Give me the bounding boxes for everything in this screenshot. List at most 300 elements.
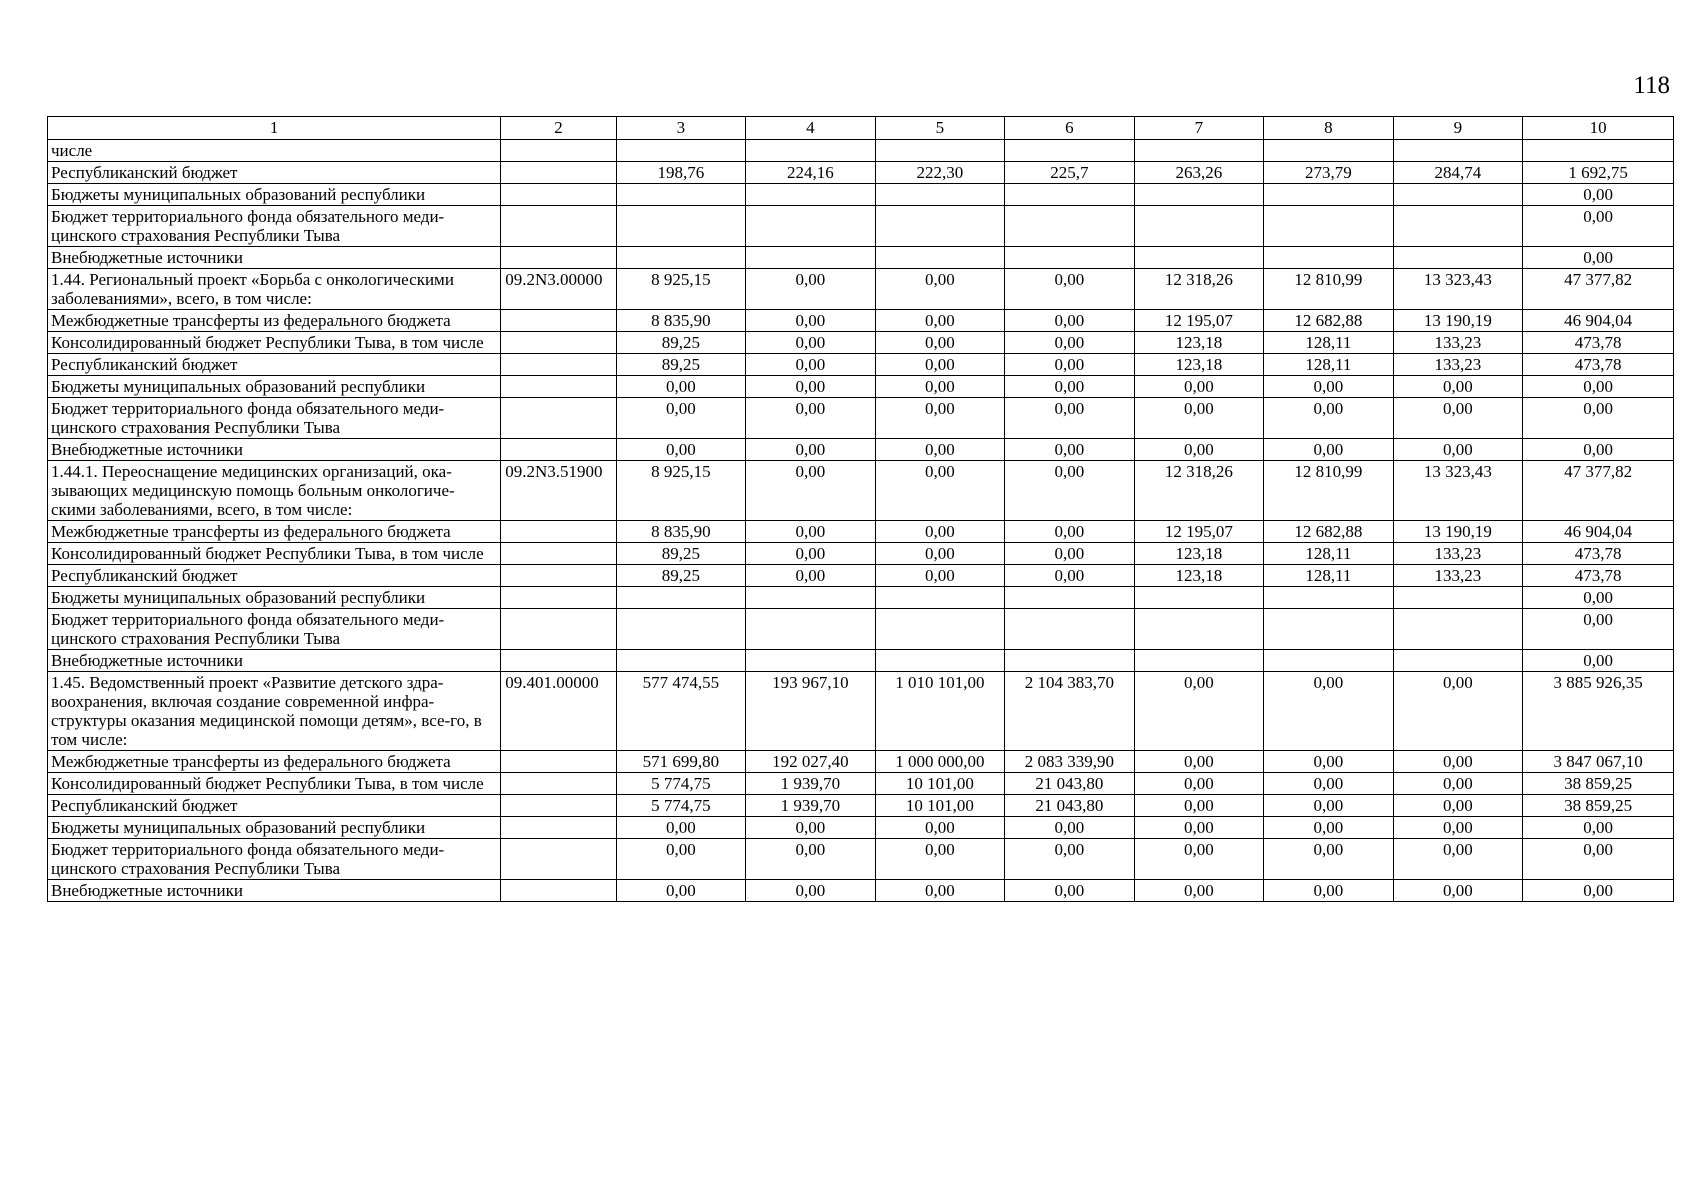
value-cell: 12 195,07 [1134, 310, 1264, 332]
value-cell: 38 859,25 [1523, 795, 1674, 817]
column-number-5: 5 [875, 117, 1005, 140]
value-cell: 0,00 [1005, 269, 1135, 310]
value-cell: 0,00 [1134, 376, 1264, 398]
row-label: Бюджет территориального фонда обязательного меди-цинского страхования Республики Тыва [48, 839, 501, 880]
value-cell: 133,23 [1393, 565, 1523, 587]
value-cell: 128,11 [1264, 565, 1394, 587]
table-body [48, 117, 1674, 902]
value-cell [1393, 140, 1523, 162]
value-cell: 0,00 [746, 398, 876, 439]
value-cell [1393, 247, 1523, 269]
value-cell: 0,00 [1264, 795, 1394, 817]
value-cell: 0,00 [616, 817, 746, 839]
value-cell: 0,00 [746, 439, 876, 461]
value-cell: 47 377,82 [1523, 461, 1674, 521]
value-cell: 0,00 [1523, 817, 1674, 839]
row-label: Внебюджетные источники [48, 247, 501, 269]
value-cell: 0,00 [616, 839, 746, 880]
value-cell [1005, 140, 1135, 162]
value-cell [746, 184, 876, 206]
value-cell [875, 140, 1005, 162]
value-cell: 0,00 [1393, 376, 1523, 398]
value-cell [1005, 587, 1135, 609]
value-cell: 128,11 [1264, 543, 1394, 565]
table-row [48, 817, 1674, 839]
table-row [48, 565, 1674, 587]
row-label: Консолидированный бюджет Республики Тыва, в том числе [48, 332, 501, 354]
value-cell: 13 190,19 [1393, 521, 1523, 543]
value-cell [616, 587, 746, 609]
value-cell [616, 650, 746, 672]
table-row [48, 398, 1674, 439]
row-label: числе [48, 140, 501, 162]
value-cell: 473,78 [1523, 332, 1674, 354]
table-row [48, 269, 1674, 310]
column-number-6: 6 [1005, 117, 1135, 140]
value-cell: 89,25 [616, 565, 746, 587]
budget-code [501, 521, 616, 543]
value-cell: 0,00 [746, 839, 876, 880]
row-label: Бюджеты муниципальных образований республики [48, 587, 501, 609]
row-label: Внебюджетные источники [48, 880, 501, 902]
value-cell: 1 939,70 [746, 773, 876, 795]
table-row [48, 461, 1674, 521]
budget-code [501, 310, 616, 332]
value-cell: 0,00 [1005, 376, 1135, 398]
row-label: Республиканский бюджет [48, 795, 501, 817]
value-cell [1393, 184, 1523, 206]
value-cell: 222,30 [875, 162, 1005, 184]
table-row [48, 773, 1674, 795]
value-cell: 8 925,15 [616, 269, 746, 310]
budget-code [501, 184, 616, 206]
value-cell: 571 699,80 [616, 751, 746, 773]
value-cell: 0,00 [1523, 247, 1674, 269]
row-label: Республиканский бюджет [48, 565, 501, 587]
value-cell [1393, 609, 1523, 650]
value-cell: 0,00 [1523, 376, 1674, 398]
value-cell: 0,00 [875, 839, 1005, 880]
value-cell [875, 184, 1005, 206]
value-cell [875, 650, 1005, 672]
row-label: Бюджеты муниципальных образований республики [48, 184, 501, 206]
value-cell [875, 587, 1005, 609]
value-cell: 133,23 [1393, 332, 1523, 354]
row-label: Бюджет территориального фонда обязательного меди-цинского страхования Республики Тыва [48, 206, 501, 247]
value-cell: 89,25 [616, 543, 746, 565]
value-cell: 0,00 [1134, 672, 1264, 751]
value-cell: 0,00 [1393, 751, 1523, 773]
value-cell [616, 206, 746, 247]
value-cell: 12 318,26 [1134, 461, 1264, 521]
value-cell: 0,00 [1393, 773, 1523, 795]
value-cell: 0,00 [746, 521, 876, 543]
value-cell: 473,78 [1523, 565, 1674, 587]
value-cell: 0,00 [746, 269, 876, 310]
value-cell: 0,00 [1005, 543, 1135, 565]
value-cell [616, 184, 746, 206]
value-cell: 0,00 [875, 439, 1005, 461]
value-cell: 0,00 [746, 817, 876, 839]
value-cell [1134, 650, 1264, 672]
value-cell [1134, 587, 1264, 609]
value-cell: 12 195,07 [1134, 521, 1264, 543]
table-row [48, 247, 1674, 269]
value-cell: 0,00 [875, 398, 1005, 439]
budget-code [501, 609, 616, 650]
value-cell: 0,00 [1134, 839, 1264, 880]
value-cell: 0,00 [875, 310, 1005, 332]
value-cell: 0,00 [1005, 839, 1135, 880]
budget-code: 09.2N3.00000 [501, 269, 616, 310]
value-cell [1523, 140, 1674, 162]
row-label: Консолидированный бюджет Республики Тыва, в том числе [48, 543, 501, 565]
value-cell: 0,00 [1523, 206, 1674, 247]
budget-code [501, 247, 616, 269]
value-cell [1393, 650, 1523, 672]
value-cell: 3 847 067,10 [1523, 751, 1674, 773]
value-cell: 0,00 [1005, 565, 1135, 587]
budget-code: 09.401.00000 [501, 672, 616, 751]
value-cell: 0,00 [746, 461, 876, 521]
value-cell [746, 650, 876, 672]
value-cell: 225,7 [1005, 162, 1135, 184]
page-number: 118 [1633, 72, 1670, 99]
table-row [48, 184, 1674, 206]
value-cell [1134, 140, 1264, 162]
value-cell: 0,00 [875, 817, 1005, 839]
value-cell: 0,00 [1264, 376, 1394, 398]
row-label: Республиканский бюджет [48, 162, 501, 184]
value-cell: 5 774,75 [616, 795, 746, 817]
value-cell [616, 609, 746, 650]
value-cell: 193 967,10 [746, 672, 876, 751]
table-row [48, 751, 1674, 773]
value-cell: 0,00 [1264, 773, 1394, 795]
column-number-3: 3 [616, 117, 746, 140]
value-cell: 0,00 [1523, 880, 1674, 902]
value-cell: 0,00 [746, 310, 876, 332]
row-label: Межбюджетные трансферты из федерального бюджета [48, 521, 501, 543]
value-cell: 8 835,90 [616, 521, 746, 543]
value-cell [1264, 609, 1394, 650]
value-cell: 0,00 [1523, 650, 1674, 672]
value-cell: 263,26 [1134, 162, 1264, 184]
value-cell [746, 587, 876, 609]
value-cell: 0,00 [1264, 398, 1394, 439]
value-cell: 1 939,70 [746, 795, 876, 817]
value-cell: 0,00 [1134, 398, 1264, 439]
value-cell: 0,00 [1393, 817, 1523, 839]
row-label: 1.45. Ведомственный проект «Развитие детского здра-воохранения, включая создание современной инфра-структуры оказания медицинской помощи детям», все-го, в том числе: [48, 672, 501, 751]
column-number-2: 2 [501, 117, 616, 140]
value-cell [1005, 184, 1135, 206]
column-number-10: 10 [1523, 117, 1674, 140]
value-cell: 13 190,19 [1393, 310, 1523, 332]
value-cell: 0,00 [616, 376, 746, 398]
value-cell [1134, 247, 1264, 269]
value-cell: 0,00 [746, 565, 876, 587]
value-cell: 0,00 [1005, 461, 1135, 521]
value-cell: 0,00 [746, 376, 876, 398]
value-cell: 0,00 [875, 376, 1005, 398]
value-cell: 12 318,26 [1134, 269, 1264, 310]
value-cell: 1 010 101,00 [875, 672, 1005, 751]
value-cell: 0,00 [1134, 773, 1264, 795]
budget-code [501, 376, 616, 398]
table-row [48, 672, 1674, 751]
value-cell: 123,18 [1134, 543, 1264, 565]
value-cell: 0,00 [1523, 609, 1674, 650]
value-cell: 8 925,15 [616, 461, 746, 521]
value-cell: 0,00 [746, 880, 876, 902]
row-label: Межбюджетные трансферты из федерального бюджета [48, 310, 501, 332]
value-cell: 0,00 [1393, 439, 1523, 461]
table-row [48, 609, 1674, 650]
budget-code [501, 587, 616, 609]
value-cell [746, 140, 876, 162]
row-label: Межбюджетные трансферты из федерального бюджета [48, 751, 501, 773]
budget-table [47, 116, 1674, 902]
budget-code [501, 795, 616, 817]
value-cell: 0,00 [746, 543, 876, 565]
value-cell: 0,00 [1005, 398, 1135, 439]
value-cell: 0,00 [1134, 795, 1264, 817]
value-cell: 13 323,43 [1393, 269, 1523, 310]
value-cell: 0,00 [1134, 817, 1264, 839]
value-cell: 12 682,88 [1264, 521, 1394, 543]
value-cell [1134, 206, 1264, 247]
budget-code [501, 650, 616, 672]
table-row [48, 140, 1674, 162]
value-cell: 0,00 [875, 521, 1005, 543]
value-cell: 123,18 [1134, 332, 1264, 354]
value-cell: 0,00 [875, 332, 1005, 354]
budget-code: 09.2N3.51900 [501, 461, 616, 521]
value-cell [616, 247, 746, 269]
value-cell [1393, 206, 1523, 247]
value-cell [616, 140, 746, 162]
column-number-1: 1 [48, 117, 501, 140]
value-cell: 13 323,43 [1393, 461, 1523, 521]
value-cell: 0,00 [616, 439, 746, 461]
value-cell [1264, 587, 1394, 609]
table-row [48, 162, 1674, 184]
value-cell: 46 904,04 [1523, 521, 1674, 543]
value-cell: 0,00 [1393, 839, 1523, 880]
row-label: Внебюджетные источники [48, 439, 501, 461]
value-cell: 0,00 [1005, 310, 1135, 332]
value-cell: 128,11 [1264, 332, 1394, 354]
value-cell: 0,00 [1005, 332, 1135, 354]
value-cell: 123,18 [1134, 565, 1264, 587]
value-cell: 0,00 [1523, 184, 1674, 206]
column-number-4: 4 [746, 117, 876, 140]
value-cell: 0,00 [616, 398, 746, 439]
value-cell: 0,00 [1264, 439, 1394, 461]
value-cell: 0,00 [1264, 817, 1394, 839]
value-cell [1264, 206, 1394, 247]
value-cell: 0,00 [1005, 354, 1135, 376]
budget-code [501, 817, 616, 839]
row-label: Республиканский бюджет [48, 354, 501, 376]
table-row [48, 439, 1674, 461]
value-cell: 1 692,75 [1523, 162, 1674, 184]
row-label: 1.44.1. Переоснащение медицинских организаций, ока-зывающих медицинскую помощь больным онкологиче-скими заболеваниями, всего, в том числе: [48, 461, 501, 521]
value-cell: 0,00 [875, 269, 1005, 310]
table-row [48, 521, 1674, 543]
budget-code [501, 839, 616, 880]
value-cell: 0,00 [1005, 439, 1135, 461]
value-cell: 2 083 339,90 [1005, 751, 1135, 773]
value-cell: 0,00 [1134, 880, 1264, 902]
value-cell: 0,00 [1005, 521, 1135, 543]
value-cell: 10 101,00 [875, 773, 1005, 795]
value-cell: 0,00 [1393, 398, 1523, 439]
table-row [48, 880, 1674, 902]
value-cell [746, 247, 876, 269]
budget-code [501, 354, 616, 376]
budget-code [501, 140, 616, 162]
value-cell: 0,00 [746, 354, 876, 376]
value-cell: 0,00 [875, 354, 1005, 376]
column-number-8: 8 [1264, 117, 1394, 140]
table-row [48, 543, 1674, 565]
value-cell: 284,74 [1393, 162, 1523, 184]
value-cell [1264, 247, 1394, 269]
row-label: Консолидированный бюджет Республики Тыва, в том числе [48, 773, 501, 795]
value-cell [875, 206, 1005, 247]
value-cell: 38 859,25 [1523, 773, 1674, 795]
row-label: Бюджет территориального фонда обязательного меди-цинского страхования Республики Тыва [48, 609, 501, 650]
value-cell: 8 835,90 [616, 310, 746, 332]
value-cell: 0,00 [1523, 439, 1674, 461]
table-row [48, 206, 1674, 247]
value-cell: 1 000 000,00 [875, 751, 1005, 773]
value-cell: 0,00 [1393, 672, 1523, 751]
table-row [48, 795, 1674, 817]
row-label: Бюджеты муниципальных образований республики [48, 376, 501, 398]
value-cell [875, 609, 1005, 650]
value-cell: 0,00 [1134, 751, 1264, 773]
value-cell: 0,00 [616, 880, 746, 902]
value-cell: 0,00 [1523, 398, 1674, 439]
value-cell: 128,11 [1264, 354, 1394, 376]
value-cell: 133,23 [1393, 354, 1523, 376]
budget-code [501, 751, 616, 773]
value-cell [1264, 140, 1394, 162]
budget-code [501, 206, 616, 247]
value-cell [1005, 247, 1135, 269]
value-cell: 473,78 [1523, 354, 1674, 376]
table-row [48, 650, 1674, 672]
budget-code [501, 773, 616, 795]
value-cell [1005, 650, 1135, 672]
table-row [48, 354, 1674, 376]
value-cell: 0,00 [1134, 439, 1264, 461]
value-cell: 0,00 [875, 880, 1005, 902]
value-cell: 0,00 [1393, 880, 1523, 902]
budget-code [501, 439, 616, 461]
value-cell [1134, 184, 1264, 206]
table-row [48, 376, 1674, 398]
value-cell: 224,16 [746, 162, 876, 184]
value-cell: 198,76 [616, 162, 746, 184]
value-cell: 3 885 926,35 [1523, 672, 1674, 751]
budget-code [501, 332, 616, 354]
table-row [48, 310, 1674, 332]
budget-code [501, 543, 616, 565]
value-cell: 10 101,00 [875, 795, 1005, 817]
column-number-9: 9 [1393, 117, 1523, 140]
value-cell: 89,25 [616, 354, 746, 376]
value-cell: 12 810,99 [1264, 269, 1394, 310]
value-cell: 0,00 [875, 565, 1005, 587]
value-cell: 133,23 [1393, 543, 1523, 565]
value-cell: 0,00 [875, 461, 1005, 521]
value-cell: 0,00 [1264, 672, 1394, 751]
table-row [48, 839, 1674, 880]
value-cell: 21 043,80 [1005, 773, 1135, 795]
value-cell: 47 377,82 [1523, 269, 1674, 310]
value-cell: 0,00 [1523, 587, 1674, 609]
value-cell: 0,00 [1264, 751, 1394, 773]
value-cell: 0,00 [746, 332, 876, 354]
value-cell: 0,00 [1005, 880, 1135, 902]
value-cell [1005, 206, 1135, 247]
value-cell [1005, 609, 1135, 650]
value-cell: 21 043,80 [1005, 795, 1135, 817]
value-cell: 192 027,40 [746, 751, 876, 773]
value-cell: 2 104 383,70 [1005, 672, 1135, 751]
value-cell: 0,00 [1005, 817, 1135, 839]
budget-code [501, 398, 616, 439]
table-row [48, 587, 1674, 609]
value-cell: 0,00 [875, 543, 1005, 565]
value-cell [1264, 184, 1394, 206]
value-cell [1393, 587, 1523, 609]
value-cell [1264, 650, 1394, 672]
table-row [48, 332, 1674, 354]
value-cell: 5 774,75 [616, 773, 746, 795]
value-cell: 577 474,55 [616, 672, 746, 751]
value-cell [746, 206, 876, 247]
budget-code [501, 565, 616, 587]
value-cell [875, 247, 1005, 269]
value-cell [1134, 609, 1264, 650]
value-cell: 12 810,99 [1264, 461, 1394, 521]
value-cell: 89,25 [616, 332, 746, 354]
budget-code [501, 162, 616, 184]
row-label: Внебюджетные источники [48, 650, 501, 672]
row-label: 1.44. Региональный проект «Борьба с онкологическими заболеваниями», всего, в том числе: [48, 269, 501, 310]
value-cell: 473,78 [1523, 543, 1674, 565]
budget-code [501, 880, 616, 902]
value-cell: 0,00 [1264, 880, 1394, 902]
column-number-7: 7 [1134, 117, 1264, 140]
row-label: Бюджет территориального фонда обязательного меди-цинского страхования Республики Тыва [48, 398, 501, 439]
value-cell [746, 609, 876, 650]
value-cell: 273,79 [1264, 162, 1394, 184]
value-cell: 123,18 [1134, 354, 1264, 376]
value-cell: 0,00 [1393, 795, 1523, 817]
value-cell: 12 682,88 [1264, 310, 1394, 332]
value-cell: 46 904,04 [1523, 310, 1674, 332]
header-row [48, 117, 1674, 140]
row-label: Бюджеты муниципальных образований республики [48, 817, 501, 839]
value-cell: 0,00 [1264, 839, 1394, 880]
value-cell: 0,00 [1523, 839, 1674, 880]
